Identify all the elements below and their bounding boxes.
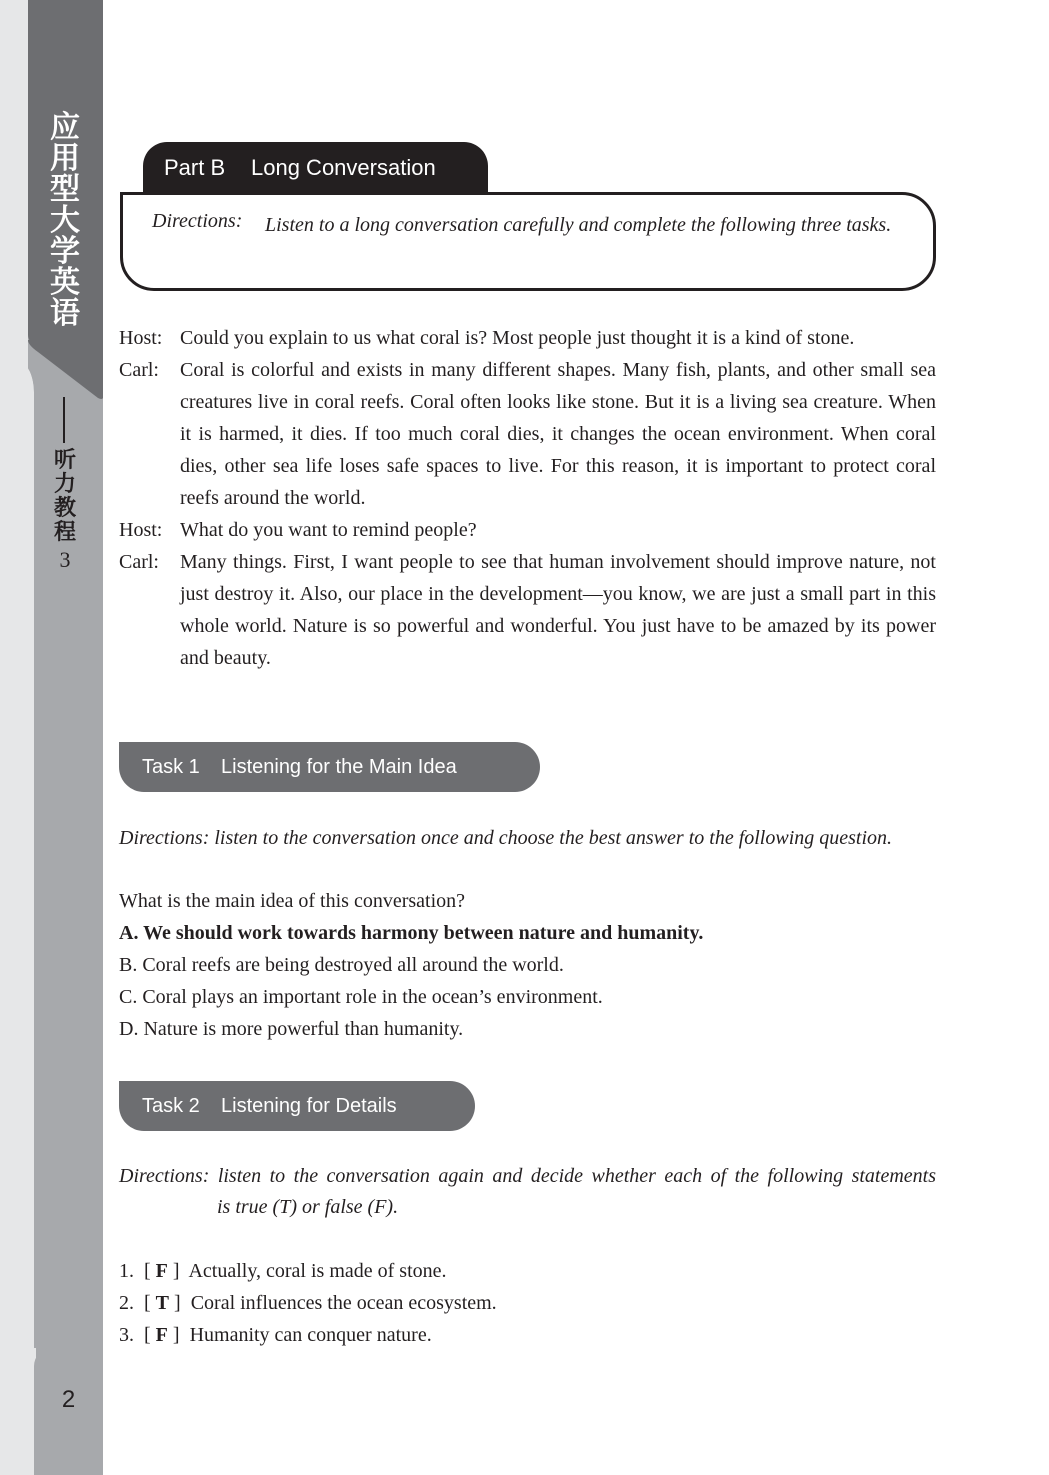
task1-title: Listening for the Main Idea [221, 756, 457, 778]
statement-text: Humanity can conquer nature. [189, 1324, 432, 1346]
speech-text: Coral is colorful and exists in many different shapes. Many fish, plants, and other small sea creatures live in coral reefs. Coral often looks like stone. But it is a living sea creature. When it is harmed, it dies. If too much coral dies, it changes the ocean environment. When coral dies, other sea life loses safe spaces to live. For this reason, it is important to protect coral reefs around the world. [180, 359, 936, 509]
task2-directions [119, 1161, 936, 1223]
task2-header [119, 1081, 475, 1131]
subtitle-char: 教 [53, 495, 76, 521]
conversation-turn [119, 514, 936, 546]
page-number-block [34, 1348, 103, 1475]
statement-answer: F [155, 1260, 168, 1282]
task2-directions-line2: is true (T) or false (F). [217, 1196, 399, 1218]
book-title-vertical [44, 112, 86, 329]
speech-text: What do you want to remind people? [180, 519, 477, 541]
book-title-char: 应 [50, 110, 80, 145]
statement-number: 2. [119, 1292, 134, 1314]
statement-item: 1. [ F ] Actually, coral is made of stone. [119, 1260, 447, 1282]
part-b-directions-box [120, 192, 936, 291]
speaker-label: Carl: [119, 551, 159, 573]
conversation-turn [119, 322, 936, 354]
sidebar-band-taper [28, 340, 103, 400]
book-title-char: 语 [50, 296, 80, 331]
speaker-label: Carl: [119, 359, 159, 381]
book-title-char: 用 [50, 141, 80, 176]
speaker-label: Host: [119, 327, 163, 349]
task1-option-b: B. Coral reefs are being destroyed all around the world. [119, 954, 564, 976]
conversation-turn [119, 354, 936, 514]
task2-directions-line1: Directions: listen to the conversation again and decide whether each of the following statements [119, 1165, 936, 1187]
task1-option-c: C. Coral plays an important role in the ocean’s environment. [119, 986, 603, 1008]
statement-item: 2. [ T ] Coral influences the ocean ecosystem. [119, 1292, 497, 1314]
statement-answer: T [155, 1292, 170, 1314]
statement-text: Actually, coral is made of stone. [188, 1260, 447, 1282]
part-b-label: Part B [164, 155, 226, 180]
book-title-char: 英 [50, 265, 80, 300]
directions-label: Directions: [152, 210, 243, 232]
subtitle-char: 力 [53, 471, 76, 497]
conversation-turn [119, 546, 936, 674]
task2-title: Listening for Details [221, 1095, 397, 1117]
statement-text: Coral influences the ocean ecosystem. [190, 1292, 497, 1314]
subtitle-char: 程 [53, 519, 76, 545]
task1-question: What is the main idea of this conversation? [119, 890, 466, 912]
statement-number: 3. [119, 1324, 134, 1346]
task1-directions: Directions: listen to the conversation once and choose the best answer to the following question. [119, 827, 893, 849]
subtitle-vertical [47, 448, 83, 544]
statement-answer: F [155, 1324, 168, 1346]
statement-item: 3. [ F ] Humanity can conquer nature. [119, 1324, 432, 1346]
speaker-label: Host: [119, 519, 163, 541]
task1-label: Task 1 [142, 756, 200, 778]
task1-header [119, 742, 540, 792]
book-title-char: 大 [50, 203, 80, 238]
speech-text: Many things. First, I want people to see that human involvement should improve nature, not just destroy it. Also, our place in the development—you know, we are just a small part in this whole world. Nature is so powerful and wonderful. You just have to be amazed by its power and beauty. [180, 551, 936, 669]
statement-number: 1. [119, 1260, 134, 1282]
volume-number: 3 [59, 547, 71, 572]
part-b-header [143, 142, 488, 193]
book-title-char: 学 [50, 234, 80, 269]
speech-text: Could you explain to us what coral is? Most people just thought it is a kind of stone. [180, 327, 855, 349]
subtitle-char: 听 [53, 447, 76, 473]
task1-option-d: D. Nature is more powerful than humanity. [119, 1018, 464, 1040]
directions-text: Listen to a long conversation carefully and complete the following three tasks. [265, 214, 892, 236]
task1-option-a: A. We should work towards harmony between nature and humanity. [119, 922, 704, 944]
task2-label: Task 2 [142, 1095, 200, 1117]
book-title-char: 型 [50, 172, 80, 207]
page-number: 2 [61, 1386, 76, 1413]
part-b-title: Long Conversation [251, 155, 436, 180]
subtitle-dash [63, 397, 65, 443]
